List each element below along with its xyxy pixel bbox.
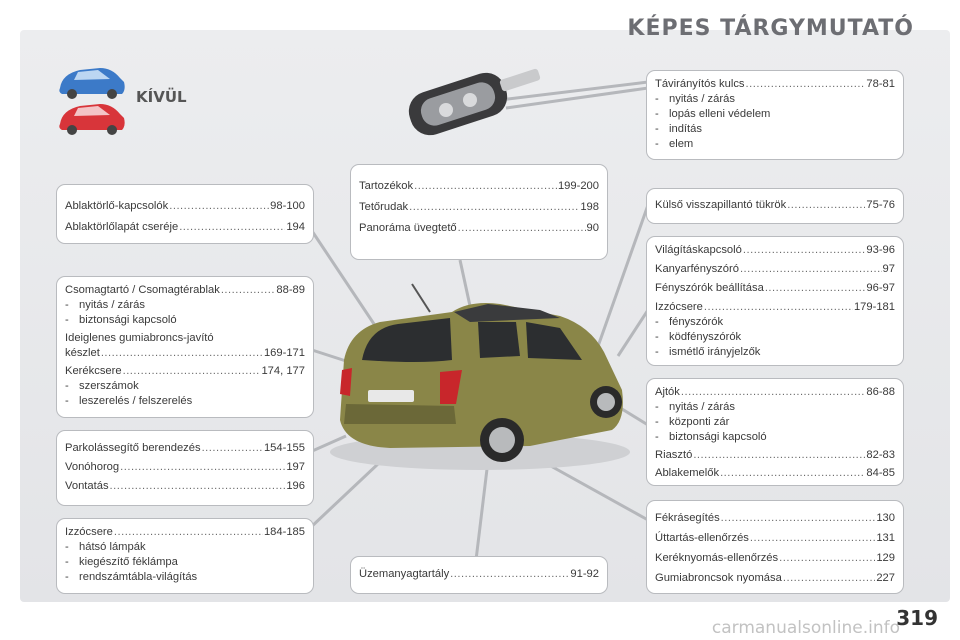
index-row[interactable]: Keréknyomás-ellenőrzés ..... 129 <box>655 551 895 566</box>
index-row[interactable]: Parkolássegítő berendezés ..... 154-155 <box>65 441 305 456</box>
sub-item[interactable]: - leszerelés / felszerelés <box>65 395 193 407</box>
index-row[interactable]: Ablaktörlőlapát cseréje ..... 194 <box>65 220 305 235</box>
watermark: carmanualsonline.info <box>711 618 900 638</box>
sub-item[interactable]: - lopás elleni védelem <box>655 108 771 120</box>
index-row[interactable]: Panoráma üvegtető ..... 90 <box>359 221 599 236</box>
page-number: 319 <box>896 606 938 630</box>
sub-item[interactable]: - indítás <box>655 123 702 135</box>
box-doors <box>646 378 904 486</box>
index-row[interactable]: Gumiabroncsok nyomása ..... 227 <box>655 571 895 586</box>
index-row[interactable]: Külső visszapillantó tükrök ..... 75-76 <box>655 198 895 213</box>
page-title: KÉPES TÁRGYMUTATÓ <box>627 16 914 41</box>
index-text: Ideiglenes gumiabroncs-javító <box>65 332 214 344</box>
sub-item[interactable]: - rendszámtábla-világítás <box>65 571 198 583</box>
section-label: KÍVÜL <box>136 88 187 106</box>
box-lights <box>646 236 904 366</box>
index-row[interactable]: Csomagtartó / Csomagtérablak ..... 88-89 <box>65 283 305 298</box>
index-row[interactable]: Izzócsere ..... 179-181 <box>655 300 895 315</box>
index-row[interactable]: Ablakemelők ..... 84-85 <box>655 466 895 481</box>
box-mirrors <box>646 188 904 224</box>
index-row[interactable]: Tetőrudak ..... 198 <box>359 200 599 215</box>
box-parking <box>56 430 314 506</box>
box-key <box>646 70 904 160</box>
sub-item[interactable]: - központi zár <box>655 416 730 428</box>
index-row[interactable]: Világításkapcsoló ..... 93-96 <box>655 243 895 258</box>
index-row[interactable]: Kerékcsere ..... 174, 177 <box>65 364 305 379</box>
sub-item[interactable]: - szerszámok <box>65 380 139 392</box>
index-row[interactable]: Távirányítós kulcs ..... 78-81 <box>655 77 895 92</box>
index-row[interactable]: Kanyarfényszóró ..... 97 <box>655 262 895 277</box>
sub-item[interactable]: - ismétlő irányjelzők <box>655 346 761 358</box>
sub-item[interactable]: - fényszórók <box>655 316 724 328</box>
index-row[interactable]: készlet ..... 169-171 <box>65 346 305 361</box>
index-row[interactable]: Üzemanyagtartály ..... 91-92 <box>359 567 599 582</box>
sub-item[interactable]: - biztonsági kapcsoló <box>65 314 177 326</box>
box-brakes <box>646 500 904 594</box>
index-row[interactable]: Fényszórók beállítása ..... 96-97 <box>655 281 895 296</box>
sub-item[interactable]: - kiegészítő féklámpa <box>65 556 178 568</box>
sub-item[interactable]: - ködfényszórók <box>655 331 742 343</box>
box-wipers <box>56 184 314 244</box>
sub-item[interactable]: - nyitás / zárás <box>65 299 145 311</box>
car-red-icon <box>59 104 124 135</box>
index-row[interactable]: Vonóhorog ..... 197 <box>65 460 305 475</box>
box-fuel <box>350 556 608 594</box>
sub-item[interactable]: - nyitás / zárás <box>655 401 735 413</box>
box-boot <box>56 276 314 418</box>
car-blue-icon <box>59 68 124 99</box>
sub-item[interactable]: - biztonsági kapcsoló <box>655 431 767 443</box>
index-row[interactable]: Tartozékok ..... 199-200 <box>359 179 599 194</box>
car-rear-illustration <box>330 284 630 470</box>
remote-key-icon <box>404 68 541 141</box>
box-rear-bulbs <box>56 518 314 594</box>
sub-item[interactable]: - nyitás / zárás <box>655 93 735 105</box>
sub-item[interactable]: - elem <box>655 138 694 150</box>
index-row[interactable]: Fékrásegítés ..... 130 <box>655 511 895 526</box>
index-row[interactable]: Izzócsere ..... 184-185 <box>65 525 305 540</box>
sub-item[interactable]: - hátsó lámpák <box>65 541 146 553</box>
index-row[interactable]: Úttartás-ellenőrzés ..... 131 <box>655 531 895 546</box>
index-row[interactable]: Vontatás ..... 196 <box>65 479 305 494</box>
box-accessories <box>350 164 608 260</box>
index-row[interactable]: Riasztó ..... 82-83 <box>655 448 895 463</box>
index-row[interactable]: Ablaktörlő-kapcsolók ..... 98-100 <box>65 199 305 214</box>
index-row[interactable]: Ajtók ..... 86-88 <box>655 385 895 400</box>
